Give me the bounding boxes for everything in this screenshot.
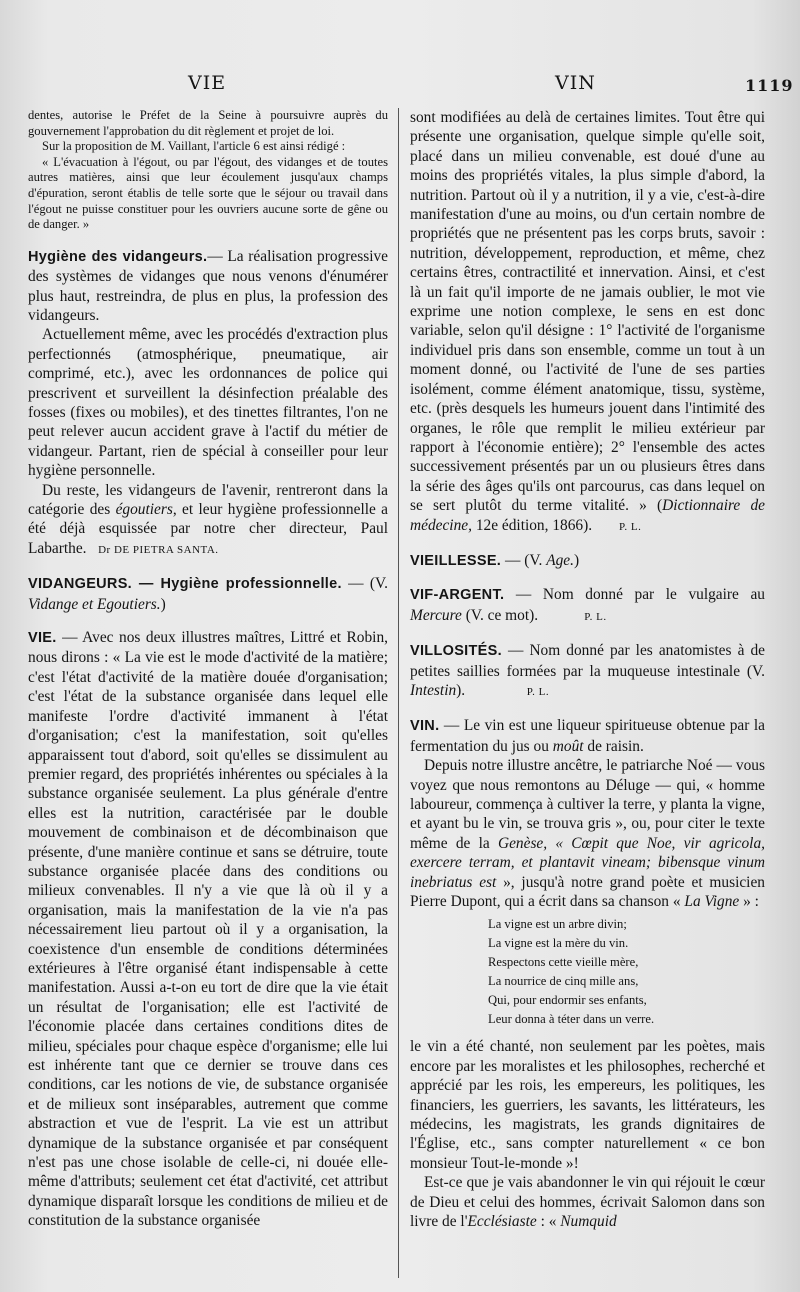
- section-hygiene-vidangeurs: [28, 247, 388, 326]
- body-text: ).: [456, 681, 466, 699]
- italic-term: Age.: [546, 551, 574, 569]
- body-text: : «: [536, 1213, 561, 1231]
- entry-vidangeurs: [28, 574, 388, 614]
- body-text: — Nom donné par les anatomistes à de petites saillies formées par la muqueuse intestinale (V.: [410, 642, 765, 680]
- body-text: — Nom donné par le vulgaire au: [504, 586, 765, 604]
- entry-vieillesse: [410, 551, 765, 571]
- poem-line: Respectons cette vieille mère,: [488, 955, 639, 970]
- body-text: de raisin.: [583, 737, 644, 755]
- poem: [410, 915, 765, 1029]
- body-text: — (V.: [501, 551, 547, 569]
- entry-title: VIE.: [28, 630, 57, 647]
- body-paragraph: [410, 756, 765, 911]
- entry-title: VIEILLESSE.: [410, 552, 502, 569]
- running-head-center: VIN: [555, 72, 596, 94]
- poem-line: La vigne est un arbre divin;: [488, 917, 627, 932]
- body-text: ): [160, 595, 166, 613]
- body-text: — (V.: [341, 575, 388, 593]
- intro-paragraph: Sur la proposition de M. Vaillant, l'article 6 est ainsi rédigé :: [42, 139, 346, 154]
- body-text: — La réalisation progressive des systèmes de vidanges que nous venons d'énumérer plus haut, restreindra, de plus en plus, la profession des vidangeurs.: [28, 247, 388, 324]
- latin-quote: Genèse, « Cœpit que Noe, vir agricola, exercere terram, et plantavit vineam; bibensque vinum inebriatus est: [410, 834, 765, 891]
- column-divider: [398, 108, 399, 1278]
- author-signature: P. L.: [619, 520, 642, 533]
- page-number: 1119: [745, 76, 794, 95]
- right-column: [410, 108, 765, 1232]
- body-text: ): [573, 551, 580, 569]
- body-text: Est-ce que je vais abandonner le vin qui réjouit le cœur de Dieu et celui des hommes, écrivait Salomon dans son livre de l': [410, 1174, 765, 1231]
- entry-vie-continued: [410, 108, 765, 537]
- body-text: (V. ce mot).: [461, 606, 539, 624]
- article-quote: « L'évacuation à l'égout, ou par l'égout, des vidanges et de toutes autres matières, ainsi que leur écoulement jusqu'aux champs d'épuration, seront établis de telle sorte que le séjour ou travail dans l'égout ne puisse constituer pour les ouvriers aucune sorte de gêne ou de danger. »: [28, 154, 388, 232]
- entry-villosites: [410, 641, 765, 702]
- body-text: » :: [739, 893, 759, 911]
- entry-vif-argent: [410, 585, 765, 627]
- italic-citation: Dictionnaire de médecine,: [410, 497, 765, 534]
- body-text: Du reste, les vidangeurs de l'avenir, rentreront dans la catégorie des: [28, 481, 388, 519]
- body-text: sont modifiées au delà de certaines limites. Tout être qui présente une organisation, quelque simple qu'elle soit, placé dans un milieu convenable, est doué d'une au moins des propriétés vitales, la plus simple d'abord, la nutrition. Partout où il y a nutrition, il y a vie, c'est-à-dire manifestation d'une au moins, ou d'un certain nombre de propriétés que ne présentent pas les corps bruts, savoir : nutrition, développement, reproduction, et même, chez certains êtres, contractilité et innervation. Ainsi, et c'est là un fait qu'il importe de ne jamais oublier, le mot vie exprime une notion complexe, le sens en est donc variable, selon qu'il désigne : 1° l'activité de l'organisme individuel pris dans son ensemble, comme un tout à un moment donné, ou l'activité de l'une de ses parties isolément, comme élément anatomique, tissu, système, etc. (près desquels les humeurs jouent dans l'intimité des organes, le rôle que remplit le milieu extérieur par rapport à l'économie entière); 2° l'ensemble des actes successivement présentés par un ou plusieurs êtres dans la série des âges qu'ils ont parcourus, cas dans lequel on se sert plutôt du terme vitalité. » (: [410, 109, 765, 515]
- entry-vin: [410, 716, 765, 756]
- body-text: 12e édition, 1866).: [471, 516, 593, 534]
- entry-title: VILLOSITÉS.: [410, 643, 502, 660]
- song-title: La Vigne: [684, 893, 740, 911]
- italic-term: moût: [552, 737, 584, 755]
- italic-term: Vidange et Egoutiers.: [28, 595, 161, 613]
- entry-title: VIF-ARGENT.: [410, 587, 505, 604]
- poem-line: La vigne est la mère du vin.: [488, 936, 629, 951]
- running-head-left: VIE: [188, 72, 227, 94]
- entry-title: VIDANGEURS. — Hygiène professionnelle.: [28, 576, 342, 593]
- body-paragraph: [410, 1173, 765, 1231]
- intro-paragraph: dentes, autorise le Préfet de la Seine à poursuivre auprès du gouvernement l'approbation du dit règlement et projet de loi.: [28, 108, 388, 138]
- italic-term: Mercure: [410, 606, 462, 624]
- entry-title: VIN.: [410, 718, 440, 735]
- body-text: — Avec nos deux illustres maîtres, Littré et Robin, nous dirons : « La vie est le mode d'activité de la matière; c'est l'état d'activité de la matière douée d'organisation; c'est l'état de la substance organisée dans lequel elle manifeste l'ordre d'activité immanent à l'état d'organisation; c'est la manifestation, soit qu'elles apparaissent tout d'abord, soit qu'elles se dissimulent au premier regard, des propriétés inhérentes ou spéciales à la substance organisée seulement. La plus générale d'entre elles est la nutrition, caractérisée par le double mouvement de combinaison et de décombinaison que présente, d'une manière continue et sans se détruire, toute substance organisée placée dans des conditions ou milieux convenables. Il n'y a vie que là où il y a organisation, mais la manifestation de la vie n'a pas nécessairement lieu partout où il y a organisation, la coexistence d'un ensemble de conditions déterminées extérieures à l'être organisé étant indispensable à cette manifestation. Aussi a-t-on eu tort de dire que la vie était un résultat de l'organisation; elle est l'activité de l'économie placée dans certaines conditions dites de milieu, spéciales pour chaque espèce d'organisme; elle lui est inhérente tant que ce dernier se trouve dans ces conditions, car les notions de vie, de substance organisée et de milieux sont inséparables, autrement que comme abstraction et vue de l'esprit. La vie est un attribut dynamique de la substance organisée et par conséquent n'est pas une chose isolable de celle-ci, ni douée elle-même d'attributs; seulement cet état d'activité, cet attribut dynamique disparaît lorsque les conditions de milieu et de constitution de la substance organisée: [28, 629, 388, 1230]
- poem-line: Leur donna à téter dans un verre.: [488, 1012, 655, 1027]
- poem-line: Qui, pour endormir ses enfants,: [488, 993, 647, 1008]
- author-signature: P. L.: [584, 610, 607, 623]
- italic-term: Intestin: [410, 681, 457, 699]
- italic-term: Numquid: [560, 1213, 617, 1231]
- poem-line: La nourrice de cinq mille ans,: [488, 974, 639, 989]
- body-text: », jusqu'à notre grand poète et musicien Pierre Dupont, qui a écrit dans sa chanson «: [410, 873, 765, 911]
- body-paragraph: [28, 481, 388, 561]
- left-column: [28, 108, 388, 1231]
- body-text: , et leur hygiène professionnelle a été déjà esquissée par notre cher directeur, Paul Labarthe.: [28, 501, 388, 557]
- section-title: Hygiène des vidangeurs.: [28, 248, 208, 265]
- italic-term: égoutiers: [115, 501, 173, 519]
- body-paragraph: le vin a été chanté, non seulement par les poètes, mais encore par les moralistes et les philosophes, recherché et apprécié par les rois, les empereurs, les politiques, les financiers, les guerriers, les savants, les littérateurs, les médecins, les magistrats, les grands dignitaires de l'Église, etc., sans compter naturellement « ce bon monsieur Tout-le-monde »!: [410, 1038, 765, 1172]
- body-text: Depuis notre illustre ancêtre, le patriarche Noé — vous voyez que nous remontons au Déluge — qui, « homme laboureur, commença à cultiver la terre, y planta la vigne, et ayant bu le vin, se trouva gris », ou, pour citer le texte même de la: [410, 757, 765, 852]
- body-paragraph: Actuellement même, avec les procédés d'extraction plus perfectionnés (atmosphérique, pneumatique, air comprimé, etc.), avec les ordonnances de police qui prescrivent et surveillent la désinfection préalable des fosses (fixes ou mobiles), et des tinettes filtrantes, l'on ne peut relever aucun accident grave à l'actif du métier de vidangeur. Partant, rien de spécial à conseiller pour leur hygiène personnelle.: [28, 326, 388, 480]
- author-signature: Dr DE PIETRA SANTA.: [98, 543, 219, 556]
- body-text: — Le vin est une liqueur spiritueuse obtenue par la fermentation du jus ou: [410, 717, 765, 755]
- entry-vie: [28, 628, 388, 1231]
- italic-term: Ecclésiaste: [467, 1213, 537, 1231]
- author-signature: P. L.: [526, 685, 550, 698]
